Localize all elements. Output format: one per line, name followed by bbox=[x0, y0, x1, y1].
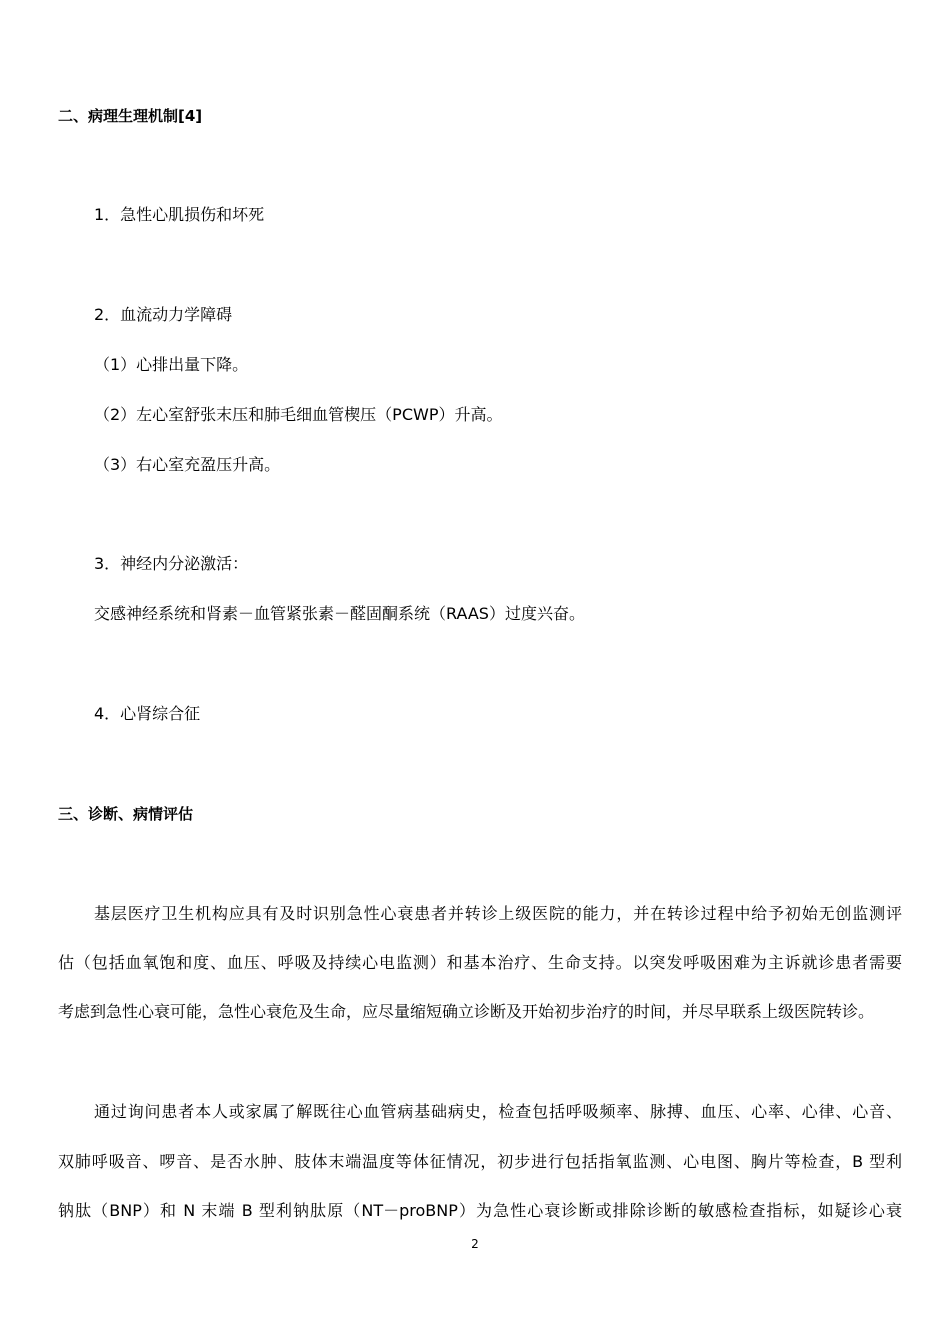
paragraph-line: 双肺呼吸音、啰音、是否水肿、肢体末端温度等体征情况，初步进行包括指氧监测、心电图、胸片等检查，B 型利 bbox=[58, 1152, 902, 1171]
sub-item-right-ventricle: （3）右心室充盈压升高。 bbox=[94, 455, 281, 474]
sub-item-pcwp: （2）左心室舒张末压和肺毛细血管楔压（PCWP）升高。 bbox=[94, 405, 503, 424]
section-heading-diagnosis: 三、诊断、病情评估 bbox=[58, 805, 194, 823]
sub-item-cardiac-output: （1）心排出量下降。 bbox=[94, 355, 249, 374]
paragraph-line: 钠肽（BNP）和 N 末端 B 型利钠肽原（NT－proBNP）为急性心衰诊断或排除诊断的敏感检查指标，如疑诊心衰 bbox=[58, 1201, 902, 1220]
page-number: 2 bbox=[471, 1237, 479, 1251]
paragraph-line: 考虑到急性心衰可能，急性心衰危及生命，应尽量缩短确立诊断及开始初步治疗的时间，并尽早联系上级医院转诊。 bbox=[58, 1002, 875, 1021]
paragraph-line: 基层医疗卫生机构应具有及时识别急性心衰患者并转诊上级医院的能力，并在转诊过程中给予初始无创监测评 bbox=[94, 904, 902, 923]
list-item-cardiorenal: 4．心肾综合征 bbox=[94, 704, 201, 723]
paragraph-line: 估（包括血氧饱和度、血压、呼吸及持续心电监测）和基本治疗、生命支持。以突发呼吸困难为主诉就诊患者需要 bbox=[58, 953, 902, 972]
list-item-myocardial-injury: 1．急性心肌损伤和坏死 bbox=[94, 205, 265, 224]
neuroendocrine-detail: 交感神经系统和肾素－血管紧张素－醛固酮系统（RAAS）过度兴奋。 bbox=[94, 604, 585, 623]
paragraph-line: 通过询问患者本人或家属了解既往心血管病基础病史，检查包括呼吸频率、脉搏、血压、心率、心律、心音、 bbox=[94, 1102, 902, 1121]
list-item-hemodynamics: 2．血流动力学障碍 bbox=[94, 305, 233, 324]
section-heading-pathophysiology: 二、病理生理机制[4] bbox=[58, 107, 203, 125]
list-item-neuroendocrine: 3．神经内分泌激活： bbox=[94, 554, 249, 573]
